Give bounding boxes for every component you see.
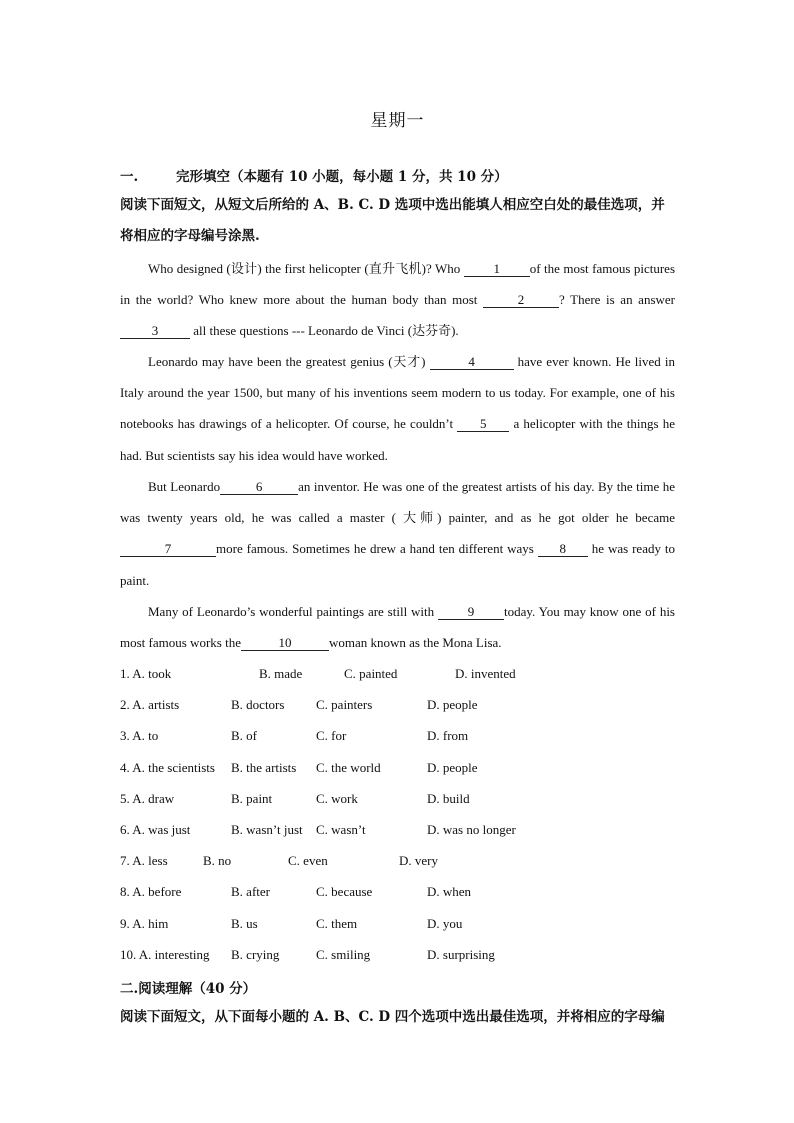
option-d: D. build <box>427 790 470 806</box>
option-d: D. you <box>427 915 463 931</box>
option-d: D. very <box>399 853 438 869</box>
blank-10: 10 <box>241 636 329 651</box>
blank-1: 1 <box>464 262 530 277</box>
text: have ever known. He lived in Italy around the year 1500, but many of his inventions seem modern to us today. For example, one of his notebooks has drawings of a helicopter. Of course, he couldn’t <box>120 354 675 432</box>
option-row <box>120 752 675 783</box>
option-a: 9. A. him <box>120 915 169 931</box>
page-title: 星期一 <box>370 111 425 131</box>
option-a: 1. A. took <box>120 666 172 681</box>
passage-paragraph-2 <box>120 346 675 471</box>
option-row <box>120 658 675 689</box>
text: he was ready to paint. <box>120 541 676 588</box>
option-d: D. people <box>427 759 478 775</box>
passage-paragraph-3 <box>120 471 675 596</box>
option-row <box>120 845 675 876</box>
option-a: 5. A. draw <box>120 790 175 806</box>
option-row <box>120 783 675 814</box>
passage-paragraph-1 <box>120 253 675 347</box>
option-row <box>120 876 675 907</box>
option-a: 4. A. the scientists <box>120 759 215 775</box>
options-list <box>120 658 675 970</box>
text: But Leonardo <box>148 479 221 494</box>
blank-8: 8 <box>538 542 588 557</box>
option-b: B. the artists <box>231 759 297 775</box>
option-b: B. doctors <box>231 697 285 713</box>
blank-5: 5 <box>457 417 509 432</box>
text: a helicopter with the things he had. But scientists say his idea would have worked. <box>120 416 675 463</box>
section2-instruction: 阅读下面短文，从下面每小题的 A. B、C. D 四个选项中选出最佳选项，并将相应的字母编 <box>120 1009 665 1025</box>
option-b: B. no <box>203 853 232 869</box>
option-row <box>120 939 675 970</box>
option-b: B. crying <box>231 946 280 962</box>
option-b: B. us <box>231 915 258 931</box>
section1-number: 一. <box>120 169 139 185</box>
option-b: B. after <box>231 884 270 900</box>
text: ? There is an answer <box>559 292 675 308</box>
blank-2: 2 <box>483 293 559 308</box>
option-d: D. surprising <box>427 946 495 962</box>
option-b: B. of <box>231 728 257 744</box>
option-d: D. from <box>427 728 469 744</box>
option-row <box>120 908 675 939</box>
option-row <box>120 814 675 845</box>
blank-9: 9 <box>438 605 504 620</box>
option-a: 8. A. before <box>120 884 182 900</box>
option-c: C. even <box>288 853 328 869</box>
text: an inventor. He was one of the greatest artists of his day. By the time he was twenty years old, he was called a master ( 大师) painter, and as he got older he became <box>120 479 676 526</box>
option-c: C. because <box>316 884 373 900</box>
option-d: D. people <box>427 697 478 713</box>
option-b: B. wasn’t just <box>231 821 303 837</box>
option-b: B. made <box>259 666 303 681</box>
option-c: C. painters <box>316 697 373 713</box>
option-c: C. for <box>316 728 347 744</box>
option-c: C. the world <box>316 759 381 775</box>
text: all these questions --- Leonardo de Vinci (达芬奇). <box>190 323 459 339</box>
section2-heading: 二.阅读理解（40 分） <box>120 981 257 997</box>
section1-instruction: 阅读下面短文，从短文后所给的 A、B. C. D 选项中选出能填人相应空白处的最佳选项，并将相应的字母编号涂黑. <box>120 197 665 244</box>
text: more famous. Sometimes he drew a hand ten different ways <box>216 541 538 557</box>
option-c: C. painted <box>344 666 398 681</box>
option-row <box>120 720 675 751</box>
option-d: D. invented <box>455 666 516 681</box>
option-row <box>120 689 675 720</box>
section1-heading <box>120 165 508 185</box>
text: of the most famous pictures in the world? Who knew more about the human body than most <box>120 261 675 308</box>
option-a: 3. A. to <box>120 728 159 744</box>
option-a: 10. A. interesting <box>120 946 210 962</box>
blank-7: 7 <box>120 542 216 557</box>
option-d: D. was no longer <box>427 821 516 837</box>
option-c: C. work <box>316 790 358 806</box>
option-b: B. paint <box>231 790 273 806</box>
option-c: C. them <box>316 915 358 931</box>
text: Many of Leonardo’s wonderful paintings are still with <box>148 604 438 619</box>
passage-paragraph-4 <box>120 596 675 658</box>
text: woman known as the Mona Lisa. <box>328 635 502 651</box>
section1-heading-text: 完形填空（本题有 10 小题，每小题 1 分，共 10 分） <box>176 169 508 185</box>
blank-4: 4 <box>430 355 514 370</box>
option-c: C. wasn’t <box>316 821 366 837</box>
option-a: 2. A. artists <box>120 697 180 713</box>
option-a: 7. A. less <box>120 853 168 869</box>
text: Leonardo may have been the greatest genius (天才) <box>148 354 430 369</box>
blank-6: 6 <box>220 480 298 495</box>
blank-3: 3 <box>120 324 190 339</box>
text: today. You may know one of his most famous works the <box>120 604 675 651</box>
option-a: 6. A. was just <box>120 821 191 837</box>
text: Who designed (设计) the first helicopter (直升飞机)? Who <box>148 261 464 276</box>
option-c: C. smiling <box>316 946 371 962</box>
option-d: D. when <box>427 884 472 900</box>
